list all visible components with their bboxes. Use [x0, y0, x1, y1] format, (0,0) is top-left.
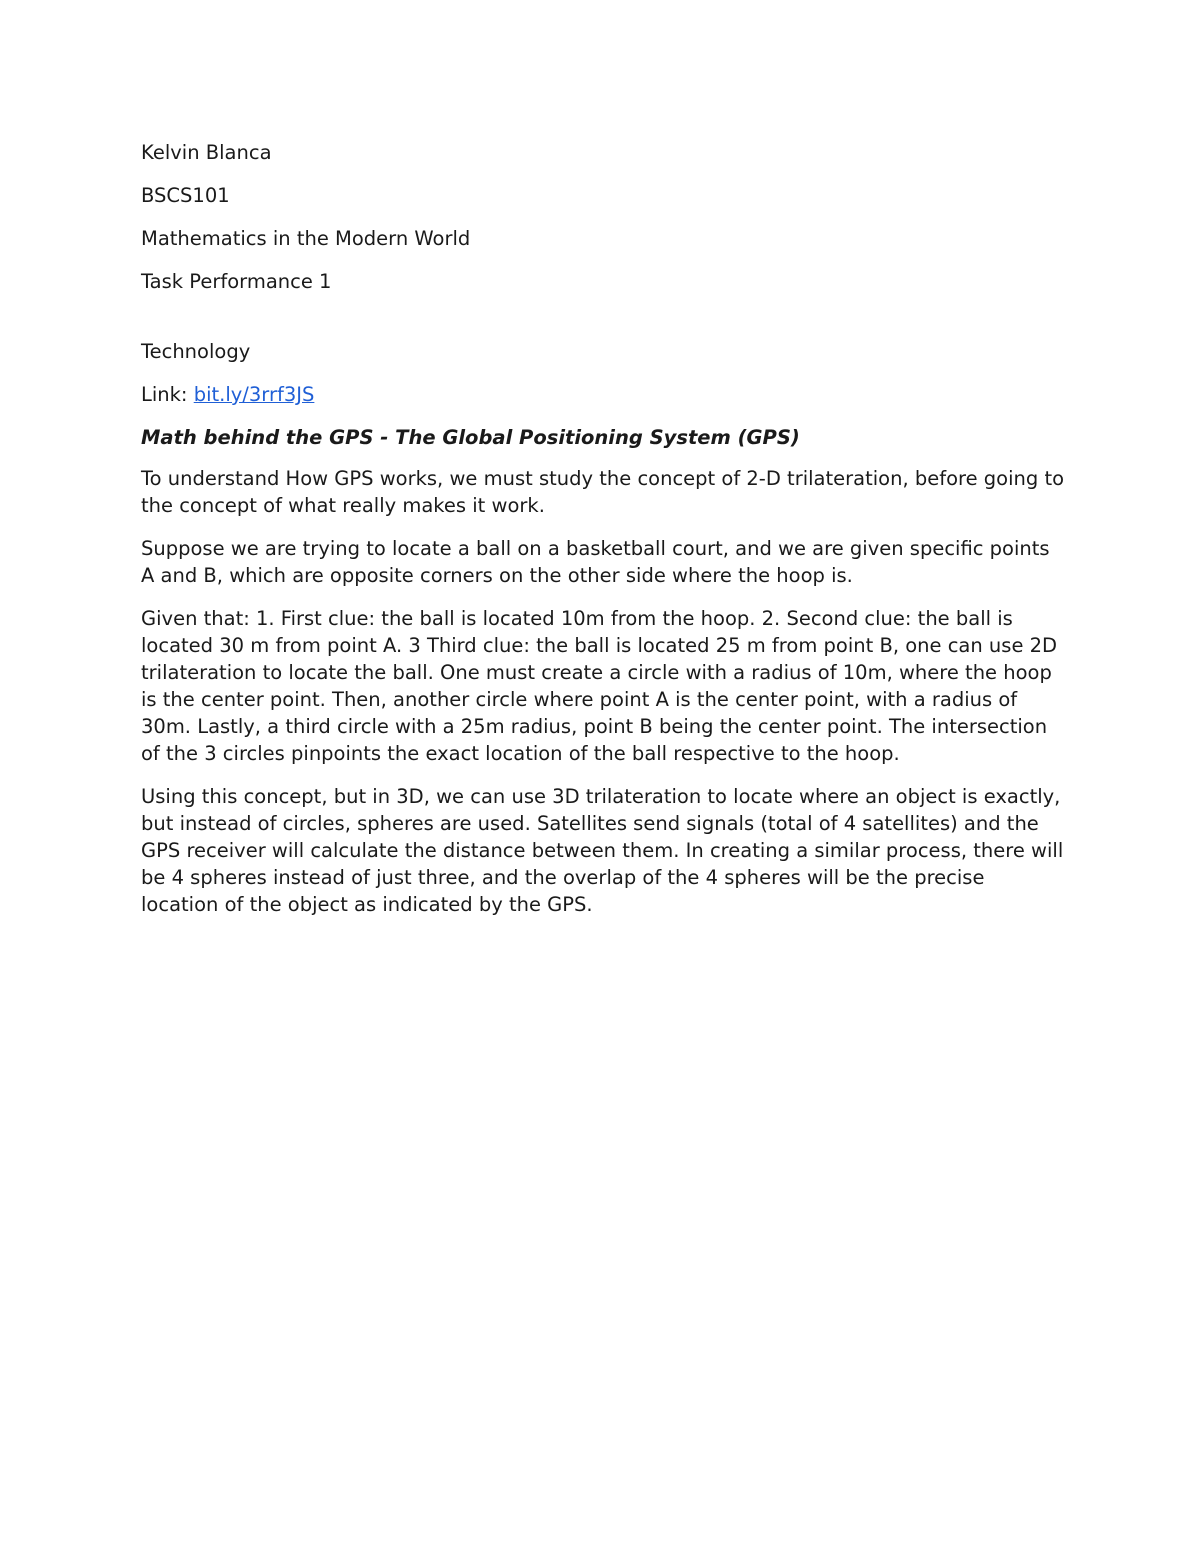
- link-label: Link:: [141, 383, 194, 406]
- paragraph-2d-trilateration: Given that: 1. First clue: the ball is located 10m from the hoop. 2. Second clue: the ball is located 30 m from point A. 3 Third clue: the ball is located 25 m from point B, one can use 2D trilateration to locate the ball. One must create a circle with a radius of 10m, where the hoop is the center point. Then, another circle where point A is the center point, with a radius of 30m. Lastly, a third circle with a 25m radius, point B being the center point. The intersection of the 3 circles pinpoints the exact location of the ball respective to the hoop.: [141, 607, 1058, 765]
- paragraph-basketball: Suppose we are trying to locate a ball on a basketball court, and we are given specific points A and B, which are opposite corners on the other side where the hoop is.: [141, 537, 1050, 587]
- spacer: [141, 295, 1066, 338]
- course-title: Mathematics in the Modern World: [141, 227, 471, 250]
- link-line: [141, 381, 1066, 408]
- task-title: Task Performance 1: [141, 270, 332, 293]
- section-code: BSCS101: [141, 184, 230, 207]
- author-name: Kelvin Blanca: [141, 141, 272, 164]
- essay-title: Math behind the GPS - The Global Positioning System (GPS): [141, 426, 800, 449]
- paragraph-3d-trilateration: Using this concept, but in 3D, we can use 3D trilateration to locate where an object is exactly, but instead of circles, spheres are used. Satellites send signals (total of 4 satellites) and the GPS receiver will calculate the distance between them. In creating a similar process, there will be 4 spheres instead of just three, and the overlap of the 4 spheres will be the precise location of the object as indicated by the GPS.: [141, 785, 1064, 916]
- paragraph-intro: To understand How GPS works, we must study the concept of 2-D trilateration, before going to the concept of what really makes it work.: [141, 467, 1065, 517]
- topic-label: Technology: [141, 340, 251, 363]
- source-link[interactable]: bit.ly/3rrf3JS: [193, 383, 315, 406]
- document-body: [141, 139, 1066, 934]
